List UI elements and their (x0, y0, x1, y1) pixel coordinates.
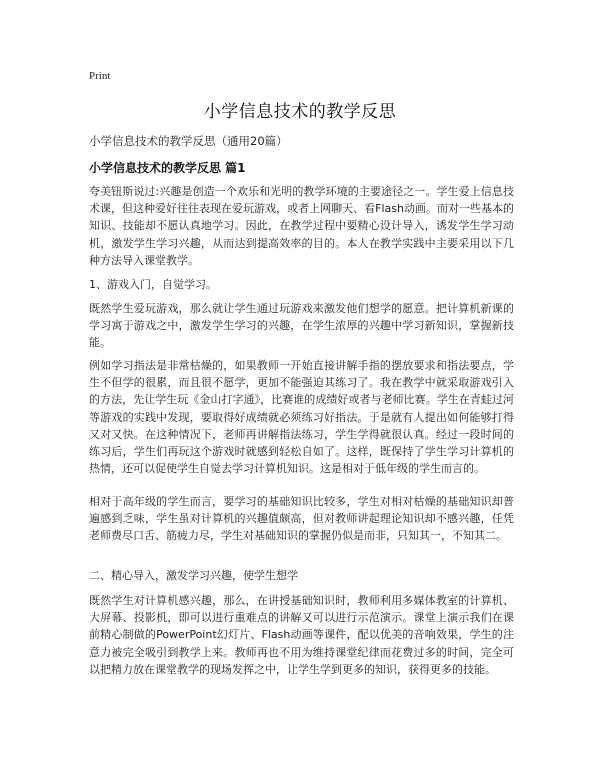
paragraph-heading-introduction: 二、精心导入，激发学习兴趣，使学生想学 (89, 569, 298, 582)
document-subtitle: 小学信息技术的教学反思（通用20篇） (89, 134, 288, 148)
section-heading: 小学信息技术的教学反思 篇1 (89, 161, 246, 175)
paragraph-multimedia: 既然学生对计算机感兴趣，那么，在讲授基础知识时，教师利用多媒体教室的计算机、大屏幕、投影机，即可以进行重难点的讲解又可以进行示范演示。课堂上演示我们在课前精心制做的PowerPoint幻灯片、Flash动画等课件，配以优美的音响效果，学生的注意力被完全吸引到教学上来。教师再也不用为维持课堂纪律而花费过多的时间，完全可以把精力放在课堂教学的现场发挥之中，让学生学到更多的知识，获得更多的技能。 (89, 594, 514, 676)
paragraph-intro: 夸美钮斯说过:兴趣是创造一个欢乐和光明的教学环境的主要途径之一。学生爱上信息技术课，但这种爱好往往表现在爱玩游戏，或者上网聊天、看Flash动画。而对一些基本的知识、技能却不愿认真地学习。因此，在教学过程中要精心设计导入，诱发学生学习动机，激发学生学习兴趣，从而达到提高效率的目的。本人在教学实践中主要采用以下几种方法导入课堂教学。 (89, 185, 514, 267)
paragraph-typing-example: 例如学习指法是非常枯燥的，如果教师一开始直接讲解手指的摆放要求和指法要点，学生不但学的很累，而且很不愿学，更加不能强迫其练习了。我在教学中就采取游戏引入的方法，先让学生玩《金山打字通》，比赛谁的成绩好或者与老师比赛。学生在青蛙过河等游戏的实践中发现，要取得好成绩就必须练习好指法。于是就有人提出如何能够打得又对又快。在这种情况下，老师再讲解指法练习，学生学得就很认真。经过一段时间的练习后，学生们再玩这个游戏时就感到轻松自如了。这样，既保持了学生学习计算机的热情，还可以促使学生自觉去学习计算机知识。这是相对于低年级的学生而言的。 (89, 359, 514, 476)
paragraph-heading-games: 1、游戏入门，自觉学习。 (89, 278, 217, 291)
paragraph-games: 既然学生爱玩游戏，那么就让学生通过玩游戏来激发他们想学的愿意。把计算机新课的学习寓于游戏之中，激发学生学习的兴趣，在学生浓厚的兴趣中学习新知识，掌握新技能。 (89, 302, 514, 350)
print-label: Print (89, 70, 111, 82)
paragraph-upper-grades: 相对于高年级的学生而言，要学习的基础知识比较多，学生对相对枯燥的基础知识却普遍感到乏味，学生虽对计算机的兴趣值颇高，但对教师讲起理论知识却不感兴趣，任凭老师费尽口舌、筋疲力尽，学生对基础知识的掌握仍似是而非，只知其一，不知其二。 (89, 495, 514, 543)
page-title: 小学信息技术的教学反思 (203, 102, 397, 122)
